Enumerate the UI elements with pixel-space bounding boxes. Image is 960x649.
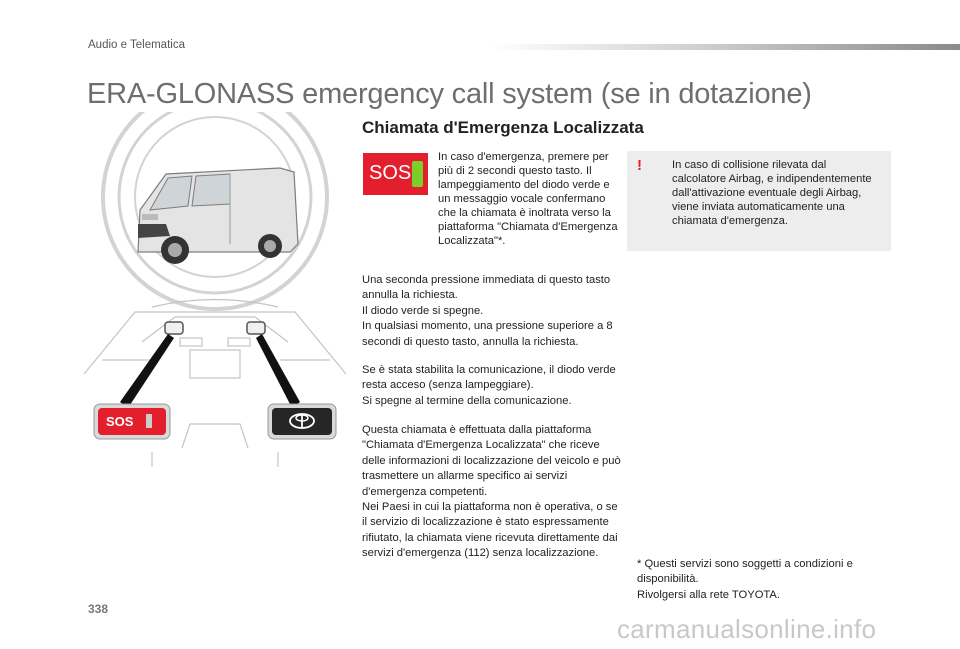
svg-text:SOS: SOS [106, 414, 134, 429]
overhead-console-icon [84, 300, 346, 468]
paragraph-platform [362, 423, 622, 562]
text-line: Il diodo verde si spegne. [362, 304, 484, 317]
section-subtitle: Chiamata d'Emergenza Localizzata [362, 118, 644, 137]
page-title: ERA-GLONASS emergency call system (se in dotazione) [87, 78, 812, 110]
sos-button-icon [94, 404, 170, 439]
page-number: 338 [88, 602, 109, 616]
section-label: Audio e Telematica [88, 39, 185, 51]
paragraph-cancel [362, 273, 622, 350]
text-line: Questa chiamata è effettuata dalla piattaforma "Chiamata d'Emergenza Localizzata" che riceve delle informazioni di localizzazione del veicolo e può trasmettere un allarme specifico ai servizi d'emergenza competenti. [362, 424, 621, 498]
van-icon [138, 168, 298, 264]
intro-text: In caso d'emergenza, premere per più di 2 secondi questo tasto. Il lampeggiamento del diodo verde e un messaggio vocale confermano che la chiamata è inoltrata verso la piattaforma "Chiamata d'Emergenza Localizzata"*. [438, 151, 618, 247]
warning-note-text: In caso di collisione rilevata dal calcolatore Airbag, e indipendentemente dall'attivazione eventuale degli Airbag, viene inviata automaticamente una chiamata d'emergenza. [672, 159, 872, 227]
sos-led-icon [412, 161, 423, 187]
sos-label: SOS [369, 162, 412, 184]
paragraph-communication [362, 363, 622, 409]
assistance-button-icon [268, 404, 336, 439]
sos-button-image [363, 153, 428, 195]
warning-note [627, 151, 891, 251]
text-line: Una seconda pressione immediata di questo tasto annulla la richiesta. [362, 274, 611, 302]
footnote-line: Rivolgersi alla rete TOYOTA. [637, 588, 780, 601]
text-line: Si spegne al termine della comunicazione. [362, 394, 572, 407]
text-line: Se è stata stabilita la comunicazione, il diodo verde resta acceso (senza lampeggiare). [362, 364, 616, 392]
text-line: Nei Paesi in cui la piattaforma non è operativa, o se il servizio di localizzazione è stato espressamente rifiutato, la chiamata viene ricevuta direttamente dai servizi d'emergenza (112) senza localizzazione. [362, 501, 618, 560]
text-line: In qualsiasi momento, una pressione superiore a 8 secondi di questo tasto, annulla la richiesta. [362, 320, 613, 348]
header-bar [490, 44, 960, 50]
warning-icon: ! [637, 157, 642, 174]
watermark: carmanualsonline.info [617, 614, 877, 644]
footnote-line: * Questi servizi sono soggetti a condizioni e disponibilità. [637, 558, 853, 586]
illustration [80, 112, 350, 472]
footnote [637, 557, 887, 603]
